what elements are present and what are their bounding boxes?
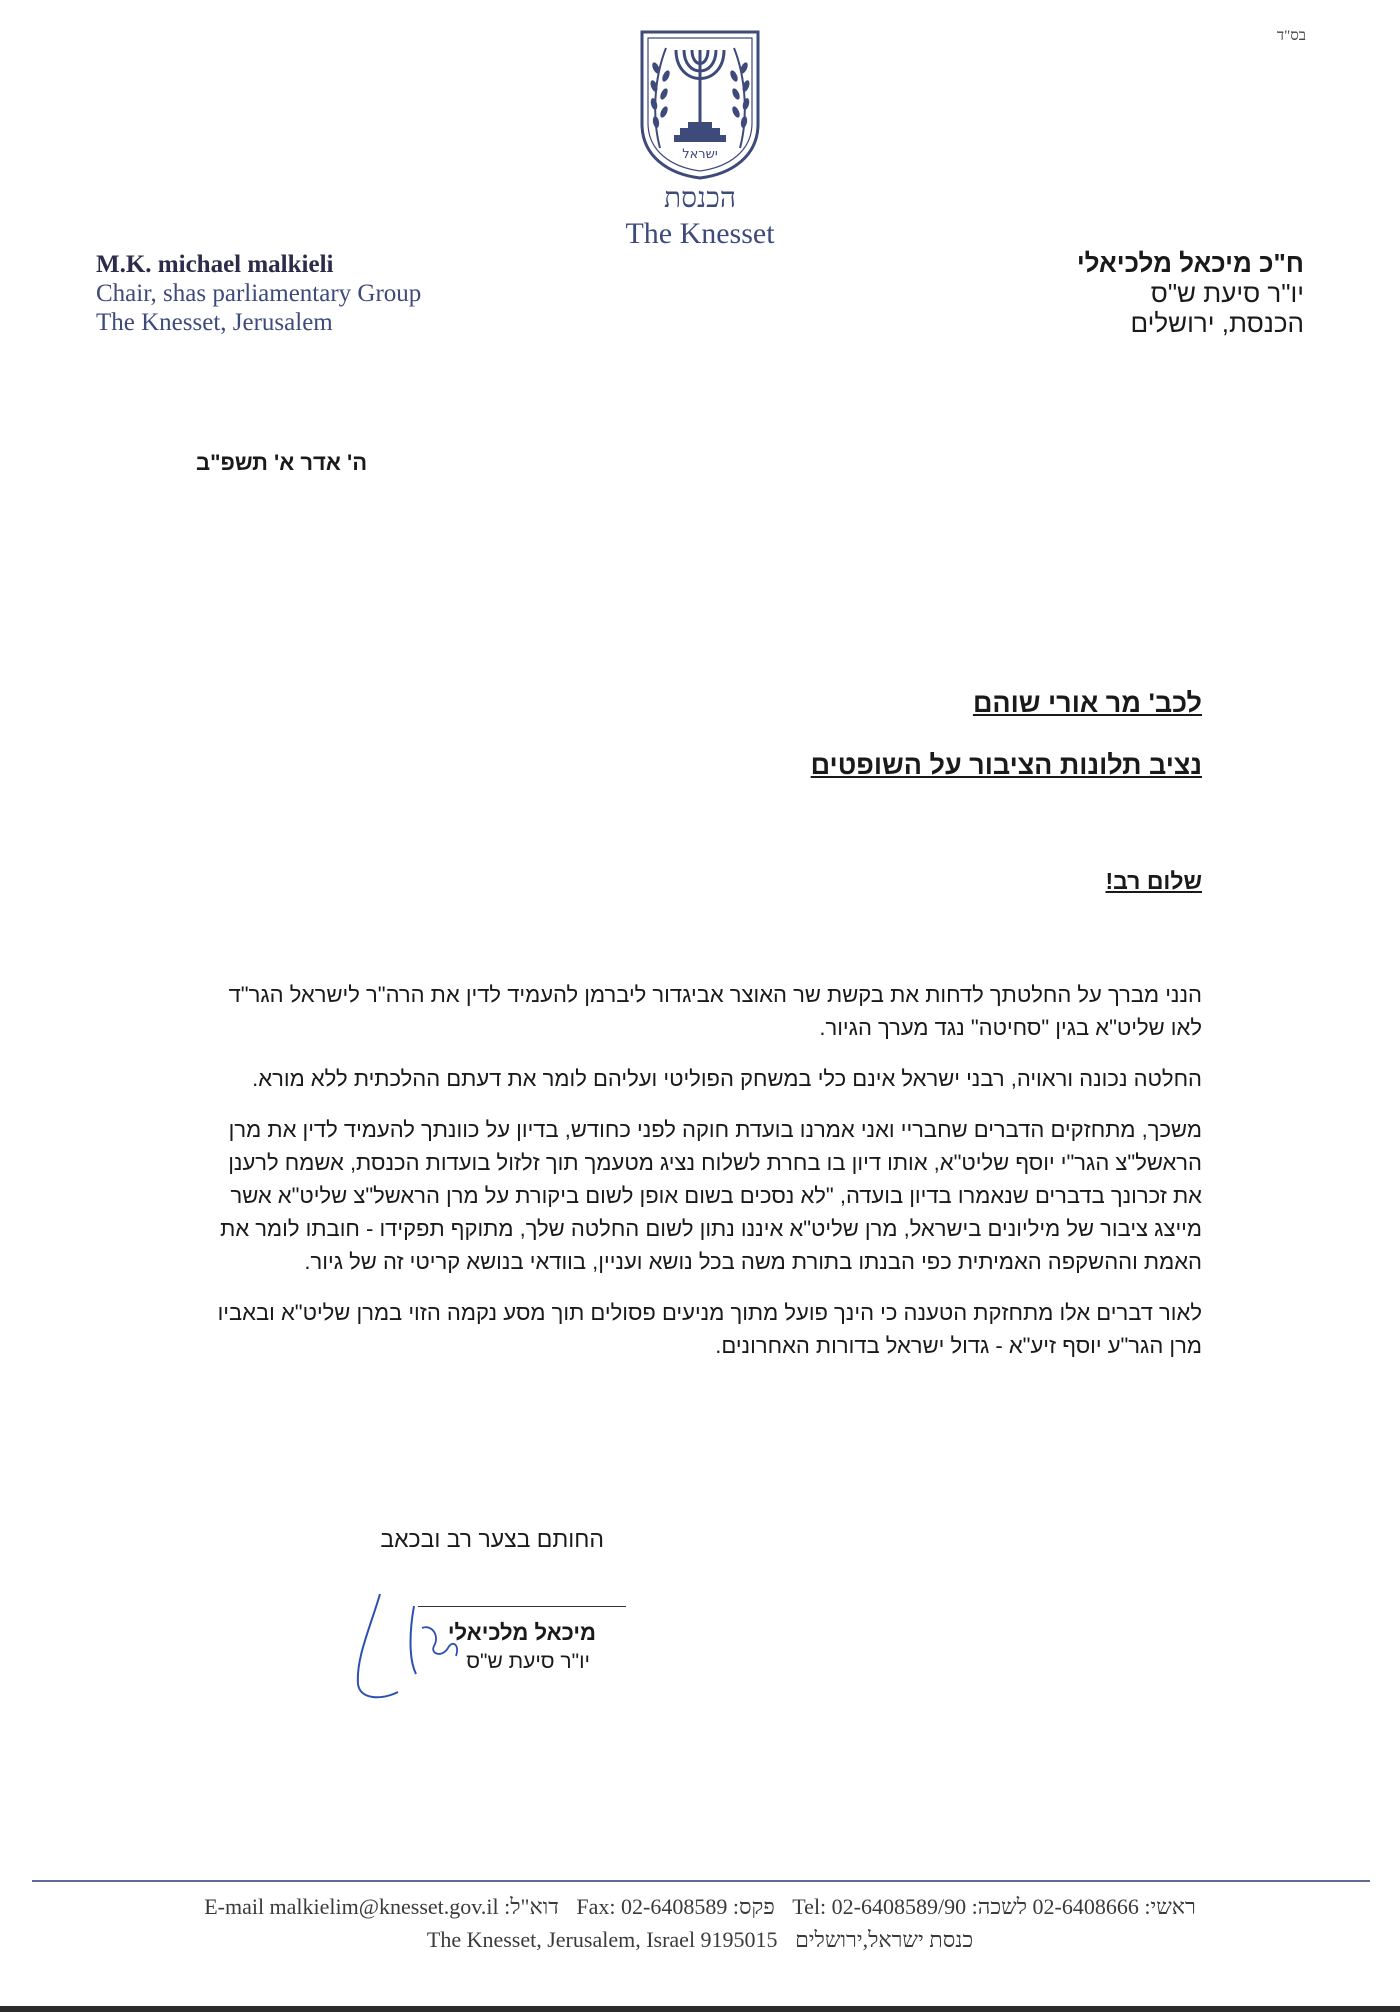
- footer-tel: Tel: 02-6408589/90 :ראשי: 02-6408666 לשכה: [792, 1894, 1196, 1919]
- knesset-emblem-icon: [636, 28, 764, 182]
- knesset-title-en: The Knesset: [625, 217, 775, 250]
- signer-name: מיכאל מלכיאלי: [447, 1620, 596, 1645]
- handwritten-signature: [352, 1588, 502, 1706]
- emblem-text: ישראל: [682, 147, 718, 162]
- sender-role-he: יו"ר סיעת ש"ס: [1150, 278, 1304, 308]
- footer-rule: [32, 1880, 1370, 1882]
- header-hebrew: [884, 248, 1304, 338]
- body-paragraph-2: החלטה נכונה וראויה, רבני ישראל אינם כלי במשחק הפוליטי ועליהם לומר את דעתם ההלכתית ללא מורא.: [252, 1066, 1202, 1091]
- header-english: [96, 250, 516, 337]
- closing-line: החותם בצער רב ובכאב: [380, 1526, 604, 1552]
- body-paragraph-1: הנני מברך על החלטתך לדחות את בקשת שר האוצר אביגדור ליברמן להעמיד לדין את הרה"ר לישראל הגר"ד לאו שליט"א בגין "סחיטה" נגד מערך הגיור.: [228, 982, 1202, 1040]
- body-paragraph-4: לאור דברים אלו מתחזקת הטענה כי הינך פועל מתוך מניעים פסולים תוך מסע נקמה הזוי במרן שליט"א ובאביו מרן הגר"ע יוסף זיע"א - גדול ישראל בדורות האחרונים.: [217, 1300, 1202, 1358]
- footer-email: E-mail malkielim@knesset.gov.il :דוא"ל: [204, 1894, 559, 1919]
- addressee-title: נציב תלונות הציבור על השופטים: [810, 750, 1202, 780]
- addressee-name: לכב' מר אורי שוהם: [972, 688, 1202, 718]
- sender-address-he: הכנסת, ירושלים: [1130, 308, 1304, 338]
- sender-address-en: The Knesset, Jerusalem: [96, 309, 333, 336]
- footer-address-he: כנסת ישראל,ירושלים: [795, 1927, 974, 1952]
- bottom-border: [0, 2006, 1400, 2012]
- greeting: שלום רב!: [1105, 868, 1202, 894]
- sender-name-he: ח"כ מיכאל מלכיאלי: [1076, 248, 1304, 278]
- footer-address-en: The Knesset, Jerusalem, Israel 9195015: [426, 1927, 778, 1952]
- sender-name-en: M.K. michael malkieli: [96, 251, 334, 278]
- signer-title: יו"ר סיעת ש"ס: [466, 1650, 590, 1673]
- knesset-title-he: הכנסת: [664, 183, 736, 214]
- corner-mark: בס"ד: [1276, 28, 1306, 44]
- body-paragraph-3: משכך, מתחזקים הדברים שחבריי ואני אמרנו בועדת חוקה לפני כחודש, בדיון על כוונתך להעמיד לדין את מרן הראשל"צ הגר"י יוסף שליט"א, אותו דיון בו בחרת לשלוח נציג מטעמך תוך זלזול בועדות הכנסת, אשמח לרענן את זכרונך בדברים שנאמרו בדיון בועדה, "לא נסכים בשום אופן לשום ביקורת על מרן הראשל"צ שליט"א אשר מייצג ציבור של מיליונים בישראל, מרן שליט"א איננו נתון לשום החלטה שלך, מתוקף תפקידו - חובתו לומר את האמת וההשקפה האמיתית כפי הבנתו בתורת משה בכל נושא ועניין, בוודאי בנושא קריטי זה של גיור.: [220, 1117, 1202, 1274]
- footer-contact: [0, 1894, 1400, 1920]
- letter-body: [196, 978, 1202, 1380]
- sender-role-en: Chair, shas parliamentary Group: [96, 280, 422, 307]
- footer-address: [0, 1927, 1400, 1953]
- letter-date: ה' אדר א' תשפ"ב: [196, 450, 368, 475]
- footer-fax: Fax: 02-6408589 :פקס: [576, 1894, 775, 1919]
